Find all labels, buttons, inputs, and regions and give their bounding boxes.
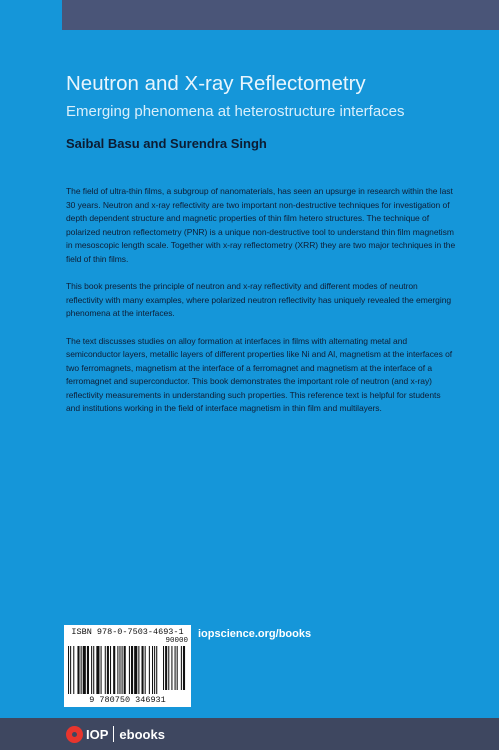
blurb-paragraph: The text discusses studies on alloy formation at interfaces in films with alternating metal and semiconductor layers, metallic layers of different properties like Ni and Al, magnetism at the interfaces of two ferromagnets, magnetism at the interface of a ferromagnet and magnetism at the interface of a ferromagnet and superconductor. This book demonstrates the important role of neutron (and x-ray) reflectivity measurements in understanding such properties. This reference text is helpful for students and institutions working in the field of interface magnetism in thin film and multilayers. [66,335,453,413]
logo-ebooks-text: ebooks [119,726,165,742]
blurb-paragraph: This book presents the principle of neutron and x-ray reflectivity and different modes of neutron reflectivity with many examples, where polarized neutron reflectivity has uniquely revealed the emerging phenomena at the interfaces. [66,281,452,318]
top-bar [62,0,499,30]
publisher-logo [66,724,165,744]
barcode-number: 9 780750 346931 [89,695,166,705]
iop-logo-icon [66,726,83,743]
top-bar-left-strip [0,0,62,30]
book-authors: Saibal Basu and Surendra Singh [66,136,267,151]
blurb [66,185,456,430]
book-title: Neutron and X-ray Reflectometry [66,72,366,95]
barcode-addon: 90000 [165,637,188,645]
barcode-bars [68,646,187,694]
book-subtitle: Emerging phenomena at heterostructure interfaces [66,103,405,120]
logo-iop-text: IOP [86,726,109,742]
barcode [64,625,191,707]
website-link[interactable]: iopscience.org/books [198,628,312,640]
isbn-label: ISBN 978-0-7503-4693-1 [71,627,184,637]
logo-divider [113,726,114,742]
blurb-paragraph: The field of ultra-thin films, a subgroup of nanomaterials, has seen an upsurge in research within the last 30 years. Neutron and x-ray reflectivity are two important non-destructive techniques for investigation of depth dependent structure and magnetic properties of thin film hetero structures. The technique of polarized neutron reflectometry (PNR) is a unique non-destructive tool to understand thin film magnetism in mesoscopic length scale. Together with x-ray reflectometry (XRR) they are two major techniques in the field of thin films. [66,186,456,264]
